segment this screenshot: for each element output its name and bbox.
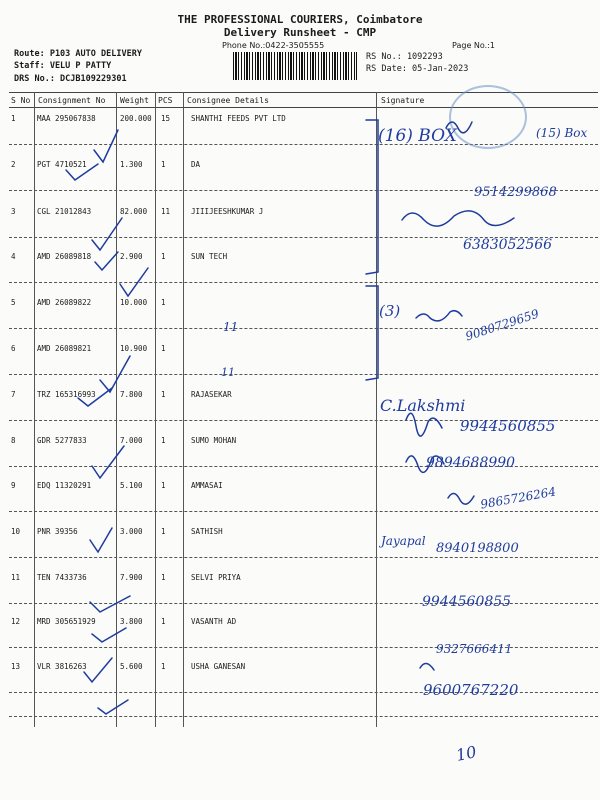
cell-consignee: RAJASEKAR <box>191 390 232 399</box>
cell-consignment: PNR 39356 <box>37 527 78 536</box>
cell-sno: 3 <box>11 207 16 216</box>
cell-weight: 5.600 <box>120 662 143 671</box>
cell-weight: 5.100 <box>120 481 143 490</box>
col-weight: Weight <box>120 96 149 105</box>
row-separator <box>9 374 598 375</box>
col-divider <box>34 92 35 727</box>
cell-consignee: SUMO MOHAN <box>191 436 237 445</box>
handwritten-box-count: (15) Box <box>536 126 588 140</box>
cell-consignment: MAA 295067838 <box>37 114 96 123</box>
cell-pcs: 1 <box>161 617 166 626</box>
cell-pcs: 15 <box>161 114 171 123</box>
cell-consignment: AMD 26089818 <box>37 252 92 261</box>
cell-consignment: VLR 3816263 <box>37 662 87 671</box>
col-divider <box>155 92 156 727</box>
sheet-title: Delivery Runsheet - CMP <box>223 26 377 39</box>
cell-pcs: 1 <box>161 160 166 169</box>
cell-weight: 7.000 <box>120 436 143 445</box>
col-divider <box>116 92 117 727</box>
cell-consignee: SELVI PRIYA <box>191 573 241 582</box>
office-stamp <box>449 85 527 149</box>
row-separator <box>9 511 598 512</box>
cell-consignee: AMMASAI <box>191 481 223 490</box>
col-divider <box>183 92 184 727</box>
cell-consignee: DA <box>191 160 201 169</box>
cell-sno: 6 <box>11 344 16 353</box>
col-consignment: Consignment No <box>38 96 106 105</box>
cell-pcs: 1 <box>161 252 166 261</box>
company-name: THE PROFESSIONAL COURIERS, Coimbatore <box>177 13 423 26</box>
handwritten-phone: 9080729659 <box>463 306 541 344</box>
handwritten-phone: 9600767220 <box>423 681 519 699</box>
row-separator <box>9 557 598 558</box>
cell-sno: 10 <box>11 527 21 536</box>
page-number: Page No.:1 <box>452 41 495 50</box>
cell-consignee: USHA GANESAN <box>191 662 246 671</box>
handwritten-phone: 9514299868 <box>474 185 557 200</box>
handwritten-phone: 6383052566 <box>463 237 553 253</box>
cell-sno: 11 <box>11 573 21 582</box>
tick-mark <box>94 130 118 162</box>
cell-consignee: SATHISH <box>191 527 223 536</box>
cell-sno: 4 <box>11 252 16 261</box>
tick-mark <box>92 218 122 250</box>
handwritten-name: Jayapal <box>381 534 426 548</box>
handwritten-name: C.Lakshmi <box>380 396 466 415</box>
tick-mark <box>90 596 130 612</box>
barcode-image <box>233 52 357 80</box>
cell-weight: 3.000 <box>120 527 143 536</box>
drs-number: DRS No.: DCJB109229301 <box>14 74 127 84</box>
handwritten-phone: 9944560855 <box>422 594 512 610</box>
rs-number: RS No.: 1092293 <box>366 52 443 62</box>
col-sno: S No <box>11 96 31 105</box>
cell-consignment: EDQ 11320291 <box>37 481 92 490</box>
cell-consignee: JIIIJEESHKUMAR J <box>191 207 264 216</box>
cell-weight: 3.800 <box>120 617 143 626</box>
cell-sno: 9 <box>11 481 16 490</box>
tick-mark <box>84 658 112 682</box>
handwritten-phone: 9865726264 <box>479 484 557 512</box>
cell-weight: 2.900 <box>120 252 143 261</box>
cell-pcs: 11 <box>161 207 171 216</box>
cell-consignment: TRZ 165316993 <box>37 390 96 399</box>
route-label: Route: P103 AUTO DELIVERY <box>14 49 142 59</box>
cell-consignment: AMD 26089822 <box>37 298 92 307</box>
col-consignee: Consignee Details <box>187 96 269 105</box>
cell-sno: 8 <box>11 436 16 445</box>
row-separator <box>9 716 598 717</box>
ditto-mark: 11 <box>221 366 235 379</box>
signature-mark <box>402 211 514 226</box>
cell-consignment: AMD 26089821 <box>37 344 92 353</box>
cell-pcs: 1 <box>161 481 166 490</box>
phone-number: Phone No.:0422-3505555 <box>222 41 325 50</box>
cell-sno: 5 <box>11 298 16 307</box>
handwritten-mark: (3) <box>379 302 401 320</box>
cell-weight: 10.900 <box>120 344 148 353</box>
row-separator <box>9 282 598 283</box>
cell-pcs: 1 <box>161 527 166 536</box>
cell-weight: 7.800 <box>120 390 143 399</box>
cell-consignee: VASANTH AD <box>191 617 237 626</box>
tick-mark <box>98 700 128 714</box>
handwritten-footer-number: 10 <box>454 742 479 765</box>
cell-consignment: TEN 7433736 <box>37 573 87 582</box>
cell-pcs: 1 <box>161 298 166 307</box>
handwritten-phone: 9894688990 <box>426 455 516 471</box>
cell-consignee: SHANTHI FEEDS PVT LTD <box>191 114 286 123</box>
cell-sno: 12 <box>11 617 21 626</box>
cell-weight: 1.300 <box>120 160 143 169</box>
handwritten-phone: 9944560855 <box>460 417 556 435</box>
tick-mark <box>92 628 126 642</box>
cell-sno: 2 <box>11 160 16 169</box>
cell-pcs: 1 <box>161 436 166 445</box>
handwritten-box-count: (16) BOX <box>378 126 457 146</box>
cell-weight: 200.000 <box>120 114 152 123</box>
cell-consignment: CGL 21012843 <box>37 207 92 216</box>
cell-consignee: SUN TECH <box>191 252 228 261</box>
cell-pcs: 1 <box>161 390 166 399</box>
handwritten-phone: 9327666411 <box>436 642 513 656</box>
row-separator <box>9 144 598 145</box>
handwritten-phone: 8940198800 <box>436 541 519 556</box>
cell-weight: 82.000 <box>120 207 148 216</box>
cell-pcs: 1 <box>161 662 166 671</box>
cell-sno: 7 <box>11 390 16 399</box>
cell-consignment: GDR 5277833 <box>37 436 87 445</box>
cell-sno: 1 <box>11 114 16 123</box>
tick-mark <box>90 528 112 552</box>
cell-weight: 10.000 <box>120 298 148 307</box>
signature-mark <box>448 493 474 504</box>
cell-pcs: 1 <box>161 573 166 582</box>
signature-mark <box>416 311 462 321</box>
ditto-mark: 11 <box>223 320 239 334</box>
staff-label: Staff: VELU P PATTY <box>14 61 112 71</box>
col-pcs: PCS <box>158 96 173 105</box>
col-signature: Signature <box>381 96 425 105</box>
col-divider <box>376 92 377 727</box>
signature-mark <box>406 413 442 436</box>
signature-mark <box>420 663 434 670</box>
tick-mark <box>92 446 124 478</box>
cell-sno: 13 <box>11 662 21 671</box>
cell-consignment: MRD 305651929 <box>37 617 96 626</box>
cell-consignment: PGT 4710521 <box>37 160 87 169</box>
rs-date: RS Date: 05-Jan-2023 <box>366 64 469 74</box>
cell-pcs: 1 <box>161 344 166 353</box>
tick-mark <box>95 252 118 270</box>
cell-weight: 7.900 <box>120 573 143 582</box>
